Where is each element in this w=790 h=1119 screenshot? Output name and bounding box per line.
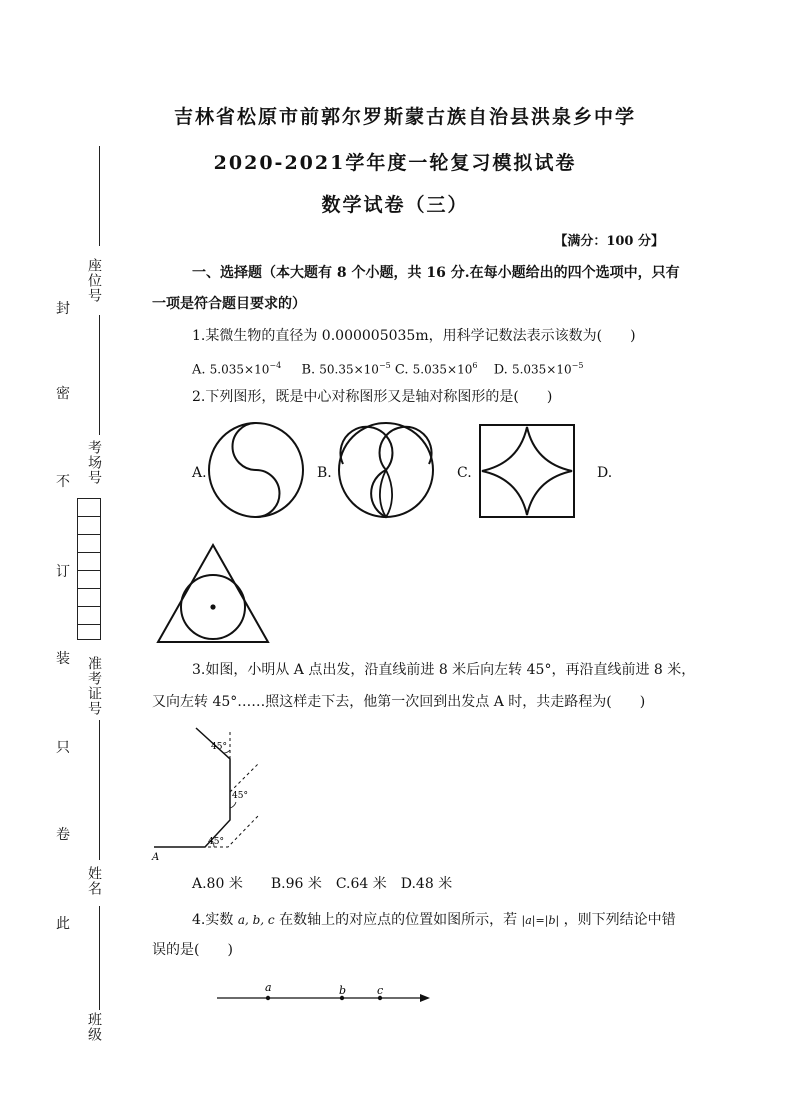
option-d-label: D. <box>597 465 613 481</box>
ticket-number-label: 准考证号 <box>86 656 102 716</box>
question-3-stem: 3.如图，小明从 A 点出发，沿直线前进 8 米后向左转 45°，再沿直线前进 8 米， <box>192 662 696 678</box>
question-4-stem <box>192 910 676 931</box>
option-d-label: D. <box>493 362 508 378</box>
option-c-label: C. <box>457 465 472 481</box>
section-heading: 一、选择题（本大题有 8 个小题，共 16 分.在每小题给出的四个选项中，只有 <box>192 265 680 281</box>
full-score: 【满分：100 分】 <box>554 234 664 249</box>
option-b-exp: −5 <box>378 361 391 370</box>
question-4-stem-cont: 误的是( ) <box>152 942 233 958</box>
section-heading-cont: 一项是符合题目要求的） <box>152 296 306 312</box>
seal-char: 只 <box>56 740 70 756</box>
class-label: 班级 <box>86 1012 102 1042</box>
point-c: c <box>377 984 384 997</box>
paper-title: 数学试卷（三） <box>321 194 469 216</box>
option-b-value: 50.35×10 <box>319 362 379 377</box>
option-b-label: B. <box>317 465 332 481</box>
school-title: 吉林省松原市前郭尔罗斯蒙古族自治县洪泉乡中学 <box>173 106 636 128</box>
name-label: 姓名 <box>86 866 102 896</box>
option-a-label: A. <box>192 465 207 481</box>
exam-room-label: 考场号 <box>86 440 102 485</box>
angle-label: 45° <box>211 742 227 752</box>
condition: |a|=|b| <box>521 914 560 927</box>
ticket-number-grid <box>77 498 101 640</box>
option-c-exp: 6 <box>472 361 478 370</box>
binding-line <box>99 315 100 435</box>
option-d-exp: −5 <box>571 361 584 370</box>
yin-yang-figure <box>206 420 306 520</box>
option-a-label: A. <box>192 362 206 378</box>
option-b-label: B. <box>301 362 316 378</box>
question-3-stem-cont: 又向左转 45°……照这样走下去，他第一次回到出发点 A 时，共走路程为( ) <box>152 694 646 710</box>
star-in-square-figure <box>478 423 576 519</box>
option-a-value: 5.035×10 <box>209 362 270 377</box>
walking-path-figure <box>148 724 268 864</box>
stem-text: 4.实数 <box>192 912 234 928</box>
question-1-options <box>192 356 583 380</box>
seal-char: 封 <box>56 301 70 317</box>
point-b: b <box>339 984 347 997</box>
three-petal-figure <box>336 420 436 520</box>
option-a-exp: −4 <box>269 361 282 370</box>
seal-char: 密 <box>56 386 70 402</box>
seal-char: 装 <box>56 651 70 667</box>
binding-line <box>99 720 100 860</box>
point-a-label: A <box>152 852 160 863</box>
seal-char: 订 <box>56 564 70 580</box>
question-3-options: A.80 米 B.96 米 C.64 米 D.48 米 <box>192 876 453 892</box>
stem-text: 在数轴上的对应点的位置如图所示，若 <box>279 912 518 928</box>
seal-char: 此 <box>56 916 70 932</box>
angle-label: 45° <box>208 837 224 847</box>
option-c-label: C. <box>394 362 409 378</box>
number-line-figure <box>215 978 435 1008</box>
seal-char: 不 <box>56 474 70 490</box>
exam-title: 2020-2021学年度一轮复习模拟试卷 <box>213 152 577 174</box>
seat-number-label: 座位号 <box>86 258 102 303</box>
stem-text: ，则下列结论中错 <box>563 912 676 928</box>
triangle-circle-figure <box>154 542 272 646</box>
binding-line <box>99 906 100 1010</box>
option-d-value: 5.035×10 <box>511 362 572 377</box>
question-1-stem: 1.某微生物的直径为 0.000005035m，用科学记数法表示该数为( ) <box>192 328 636 344</box>
point-a: a <box>265 981 272 994</box>
angle-label: 45° <box>232 791 248 801</box>
seal-char: 卷 <box>56 827 70 843</box>
question-2-stem: 2.下列图形，既是中心对称图形又是轴对称图形的是( ) <box>192 389 553 405</box>
variables: a, b, c <box>237 913 275 927</box>
option-c-value: 5.035×10 <box>412 362 473 377</box>
